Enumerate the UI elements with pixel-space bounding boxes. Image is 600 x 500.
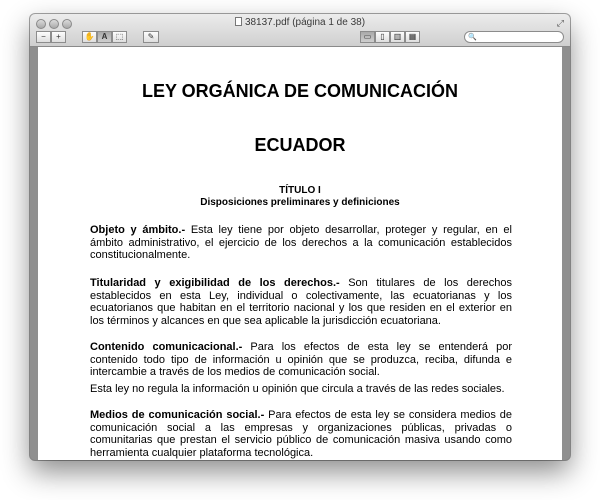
hand-tool-button[interactable]: ✋ [82,31,97,43]
paragraph-body: Son titulares de los derechos establecidos en esta Ley, individual o colectivamente, las ecuatorianas y los ecuatorianos que habitan en el territorio nacional y los que residen en el exterior en los términos y alcances en que sea aplicable la jurisdicción ecuatoriana. [90,277,512,327]
text-tool-button[interactable]: A [97,31,112,43]
paragraph-body: Para efectos de esta ley se considera medios de comunicación social a las empresas y organizaciones públicas, privadas o comunitarias que prestan el servicio público de comunicación masiva usando como herramienta cualquier plataforma tecnológica. [90,409,512,459]
paragraph-objeto [90,224,512,262]
paragraph-body: Para los efectos de esta ley se entenderá por contenido todo tipo de información u opinión que se produzca, reciba, difunda e intercambie a través de los medios de comunicación social. [90,341,512,378]
document-country: ECUADOR [254,135,346,155]
zoom-in-button[interactable]: + [51,31,66,43]
paragraph-heading: Contenido comunicacional.- [90,341,243,353]
paragraph-heading: Medios de comunicación social.- [90,409,265,421]
paragraph-medios [90,409,512,459]
annotate-button[interactable]: ✎ [143,31,159,43]
fullscreen-icon[interactable]: ⤢ [556,18,564,28]
search-field[interactable] [464,31,564,43]
titulo-heading: TÍTULO I [279,185,321,196]
select-tool-button[interactable]: ⬚ [112,31,127,43]
zoom-out-button[interactable]: − [36,31,51,43]
paragraph-heading: Titularidad y exigibilidad de los derechos.- [90,277,340,289]
title-bar [30,14,570,47]
view-contact-sheet-button[interactable]: ▦ [405,31,420,43]
preview-window [30,14,570,460]
view-continuous-button[interactable]: ▯ [375,31,390,43]
search-input[interactable] [477,32,557,41]
view-single-page-button[interactable]: ▭ [360,31,375,43]
view-two-pages-button[interactable]: ▥ [390,31,405,43]
paragraph-heading: Objeto y ámbito.- [90,224,186,236]
pdf-page [38,47,562,460]
paragraph-body: Esta ley no regula la información u opinión que circula a través de las redes sociales. [90,383,505,395]
paragraph-contenido [90,341,512,379]
window-title-text: 38137.pdf (página 1 de 38) [244,17,366,28]
paragraph-titularidad [90,277,512,327]
paragraph-redes [90,383,512,396]
paragraph-body: Esta ley tiene por objeto desarrollar, proteger y regular, en el ámbito administrativo, el ejercicio de los derechos a la comunicación establecidos constitucionalmente. [90,224,512,261]
pdf-document-icon [235,17,242,26]
titulo-subheading: Disposiciones preliminares y definiciones [200,197,400,208]
window-title [30,17,570,29]
search-icon: 🔍 [468,34,477,41]
document-title: LEY ORGÁNICA DE COMUNICACIÓN [141,81,458,101]
